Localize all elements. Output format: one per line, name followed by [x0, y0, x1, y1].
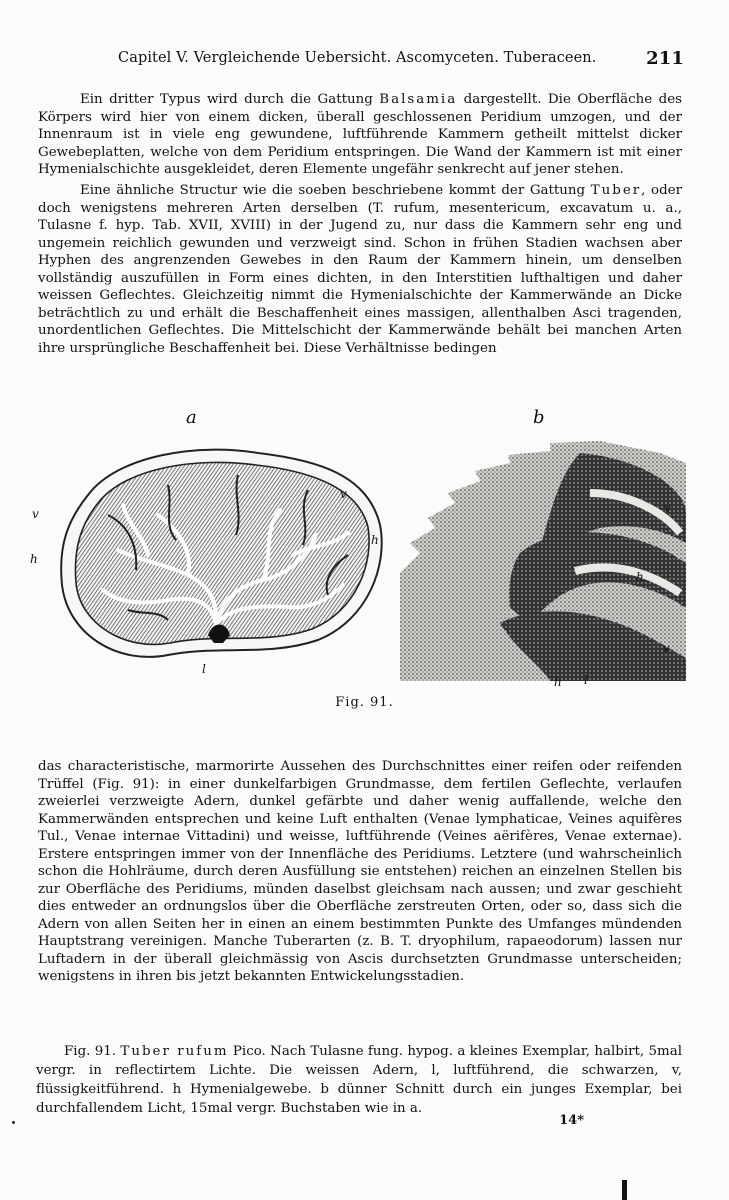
truffle-cross-section-illustration: [48, 435, 388, 675]
sheet-signature: 14*: [559, 1113, 584, 1128]
caption-species: Tuber rufum: [120, 1044, 229, 1059]
paragraph-marmorirt: das characteristische, marmorirte Aussehen des Durchschnittes einer reifen oder reifenden Trüffel (Fig. 91): in einer dunkelfarbigen Grundmasse, dem fertilen Geflechte, verlaufen zweierlei verzweigte Adern, dunkel gefärbte und daher wenig auffallende, welche den Kammerwänden entsprechen und keine Luft enthalten (Venae lymphaticae, Veines aquifères Tul., Venae internae Vittadini) und weisse, luftführende (Veines aërifères, Venae externae). Erstere entspringen immer von der Innenfläche des Peridiums. Letztere (und wahrscheinlich schon die Hohlräume, durch deren Ausfüllung sie entstehen) reichen an einzelnen Stellen bis zur Oberfläche des Peridiums, münden daselbst gleichsam nach aussen; und zwar geschieht dies entweder an ordnungslos über die Oberfläche zerstreuten Orten, oder so, dass sich die Adern von allen Seiten her in einen an einem bestimmten Punkte des Umfanges mündenden Hauptstrang vereinigen. Manche Tuberarten (z. B. T. dryophilum, rapaeodorum) lassen nur Luftadern in der überall gleichmässig von Ascis durchsetzten Grundmasse unterscheiden; wenigstens in ihren bis jetzt bekannten Entwickelungsstadien.: [38, 759, 682, 984]
caption-fig-number: Fig. 91.: [64, 1044, 121, 1059]
figure-caption: [36, 1042, 682, 1118]
genus-balsamia: Balsamia: [379, 92, 458, 107]
page-number: 211: [646, 48, 684, 69]
label-v-bottom-b: v: [663, 641, 670, 655]
label-v-left: v: [32, 507, 39, 521]
label-v-right: v: [340, 487, 347, 501]
label-h-bottom-b: h: [554, 675, 562, 689]
label-l-b: l: [584, 673, 588, 687]
label-l-a: l: [202, 662, 206, 676]
genus-tuber: Tuber: [590, 183, 642, 198]
thin-section-illustration: [400, 433, 686, 681]
para1-text-a: Ein dritter Typus wird durch die Gattung: [80, 92, 380, 107]
para2-text-b: , oder doch wenigstens mehreren Arten derselben (T. rufum, mesentericum, excavatum u. a., Tulasne f. hyp. Tab. XVII, XVIII) in der Jugend zu, nur dass die Kammern sehr eng und ungemein reichlich gewunden und verzweigt sind. Schon in frühen Stadien wachsen aber Hyphen des angrenzenden Gewebes in den Raum der Kammern hinein, um denselben vollständig auszufüllen in Form eines dichten, in den Interstitien lufthaltigen und daher weissen Geflechtes. Gleichzeitig nimmt die Hymenialschichte der Kammerwände an Dicke beträchtlich zu und erhält die Beschaffenheit eines massigen, allenthalben Asci tragenden, unordentlichen Geflechtes. Die Mittelschicht der Kammerwände behält bei manchen Arten ihre ursprüngliche Beschaffenheit bei. Diese Verhältnisse bedingen: [38, 183, 682, 356]
label-v-top-b: v: [664, 501, 671, 515]
paragraph-tuber: [38, 182, 682, 357]
paragraph-balsamia: [38, 91, 682, 179]
para2-text-a: Eine ähnliche Structur wie die soeben beschriebene kommt der Gattung: [80, 183, 591, 198]
para1-text-b: dargestellt. Die Oberfläche des Körpers wird hier von einem dicken, überall geschlossenen Peridium umzogen, und der Innenraum ist in viele eng gewundene, luftführende Kammern getheilt mittelst dicker Gewebeplatten, welche von dem Peridium entspringen. Die Wand der Kammern ist mit einer Hymenialschichte ausgekleidet, deren Elemente ungefähr senkrecht auf jener stehen.: [38, 92, 682, 177]
label-h-right: h: [371, 533, 379, 547]
bottom-edge-mark: [622, 1180, 627, 1200]
figure-number: Fig. 91.: [335, 695, 394, 710]
figure-91: [30, 405, 688, 710]
caption-text: Pico. Nach Tulasne fung. hypog. a kleines Exemplar, halbirt, 5mal vergr. in reflectirtem Lichte. Die weissen Adern, l, luftführend, die schwarzen, v, flüssigkeitführend. h Hymenialgewebe. b dünner Schnitt durch ein junges Exemplar, bei durchfallendem Licht, 15mal vergr. Buchstaben wie in a.: [36, 1044, 683, 1116]
figure-label-b: b: [533, 407, 545, 428]
label-h-left: h: [30, 552, 38, 566]
chapter-title: Capitel V. Vergleichende Uebersicht. Ascomyceten. Tuberaceen.: [118, 50, 597, 66]
label-h-b: h: [636, 570, 644, 584]
margin-dot: [12, 1121, 15, 1124]
figure-label-a: a: [186, 407, 197, 428]
